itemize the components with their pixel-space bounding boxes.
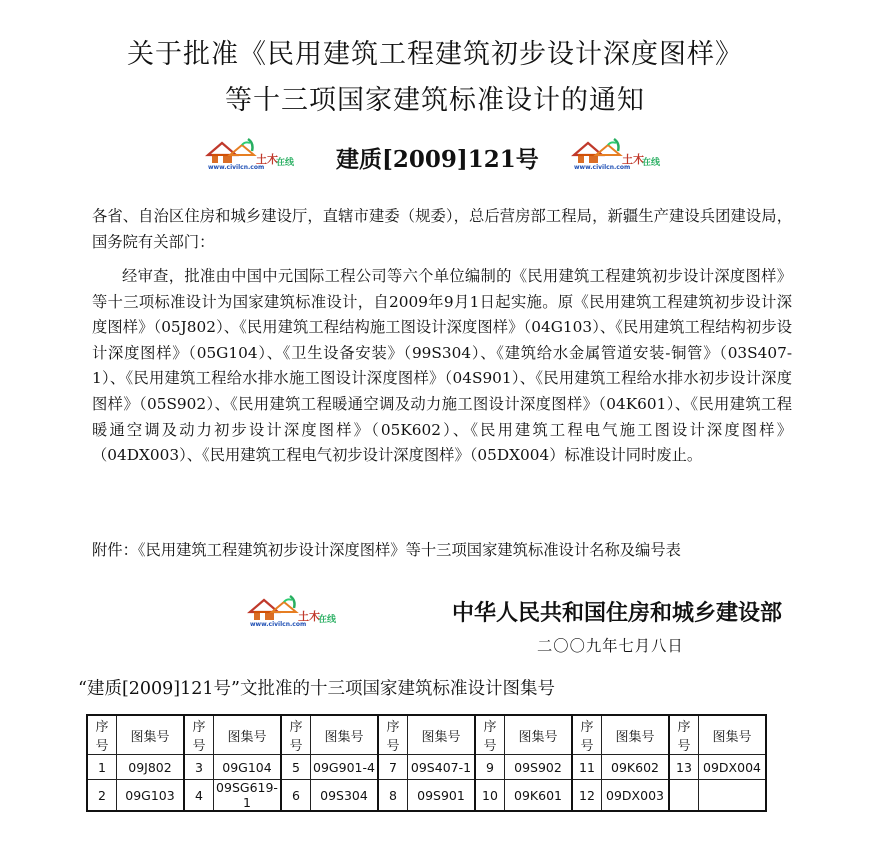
header-seq: 序号 [184,715,214,755]
header-seq: 序号 [669,715,699,755]
code-cell: 09K601 [505,780,573,812]
svg-text:在线: 在线 [642,158,661,168]
notice-body: 经审查，批准由中国中元国际工程公司等六个单位编制的《民用建筑工程建筑初步设计深度图样》等十三项标准设计为国家建筑标准设计，自2009年9月1日起实施。原《民用建筑工程建筑初步设计深度图样》（05J802）、《民用建筑工程结构施工图设计深度图样》（04G103）、《民用建筑工程结构初步设计深度图样》（05G104）、《卫生设备安装》（99S304）、《建筑给水金属管道安装-铜管》（03S407-1）、《民用建筑工程给水排水施工图设计深度图样》（04S901）、《民用建筑工程给水排水初步设计深度图样》（05S902）、《民用建筑工程暖通空调及动力施工图设计深度图样》（04K601）、《民用建筑工程暖通空调及动力初步设计深度图样》（05K602）、《民用建筑工程电气施工图设计深度图样》（04DX003）、《民用建筑工程电气初步设计深度图样》（05DX004）标准设计同时废止。 [92,267,792,465]
code-cell: 09G901-4 [311,755,379,780]
svg-text:土木: 土木 [256,153,278,166]
seq-cell: 9 [475,755,505,780]
seq-cell: 2 [87,780,117,812]
seq-cell: 13 [669,755,699,780]
attachment-note: 附件：《民用建筑工程建筑初步设计深度图样》等十三项国家建筑标准设计名称及编号表 [92,541,681,559]
table-row [87,780,766,812]
svg-text:在线: 在线 [318,615,337,625]
header-code: 图集号 [699,715,767,755]
atlas-number-table [86,714,767,812]
header-code: 图集号 [214,715,282,755]
seq-cell: 4 [184,780,214,812]
header-seq: 序号 [378,715,408,755]
header-seq: 序号 [281,715,311,755]
header-code: 图集号 [117,715,185,755]
seq-cell: 5 [281,755,311,780]
svg-text:土木: 土木 [622,153,644,166]
table-row [87,755,766,780]
civilcn-logo [570,133,661,175]
code-cell: 09G104 [214,755,282,780]
header-code: 图集号 [505,715,573,755]
code-cell: 09DX003 [602,780,670,812]
code-cell: 09G103 [117,780,185,812]
seq-cell: 8 [378,780,408,812]
code-cell: 09S901 [408,780,476,812]
header-seq: 序号 [87,715,117,755]
notice-title-line1: 关于批准《民用建筑工程建筑初步设计深度图样》 [127,39,743,70]
header-seq: 序号 [572,715,602,755]
notice-title-line2: 等十三项国家建筑标准设计的通知 [225,85,645,116]
table-title: “建质[2009]121号”文批准的十三项国家建筑标准设计图集号 [78,679,555,699]
civilcn-logo [204,133,295,175]
logo-url-text: www.civilcn.com [574,164,631,171]
code-cell: 09S407-1 [408,755,476,780]
code-cell: 09K602 [602,755,670,780]
header-code: 图集号 [408,715,476,755]
code-cell: 09J802 [117,755,185,780]
seq-cell: 1 [87,755,117,780]
code-cell: 09DX004 [699,755,767,780]
table-header-row [87,715,766,755]
code-cell: 09S304 [311,780,379,812]
header-code: 图集号 [602,715,670,755]
seq-cell: 10 [475,780,505,812]
logo-url-text: www.civilcn.com [208,164,265,171]
svg-text:在线: 在线 [276,158,295,168]
seq-cell: 3 [184,755,214,780]
code-cell: 09SG619-1 [214,780,282,812]
seq-cell: 11 [572,755,602,780]
svg-text:土木: 土木 [298,610,320,623]
addressees: 各省、自治区住房和城乡建设厅，直辖市建委（规委），总后营房部工程局，新疆生产建设兵团建设局，国务院有关部门： [92,207,792,251]
issue-date: 二〇〇九年七月八日 [537,637,684,655]
header-code: 图集号 [311,715,379,755]
seq-cell: 6 [281,780,311,812]
seq-cell: 12 [572,780,602,812]
logo-url-text: www.civilcn.com [250,621,307,628]
civilcn-logo [246,590,337,632]
seq-cell [669,780,699,812]
code-cell [699,780,767,812]
header-seq: 序号 [475,715,505,755]
issuing-authority: 中华人民共和国住房和城乡建设部 [452,601,783,626]
document-number: 建质[2009]121号 [336,146,539,173]
code-cell: 09S902 [505,755,573,780]
seq-cell: 7 [378,755,408,780]
